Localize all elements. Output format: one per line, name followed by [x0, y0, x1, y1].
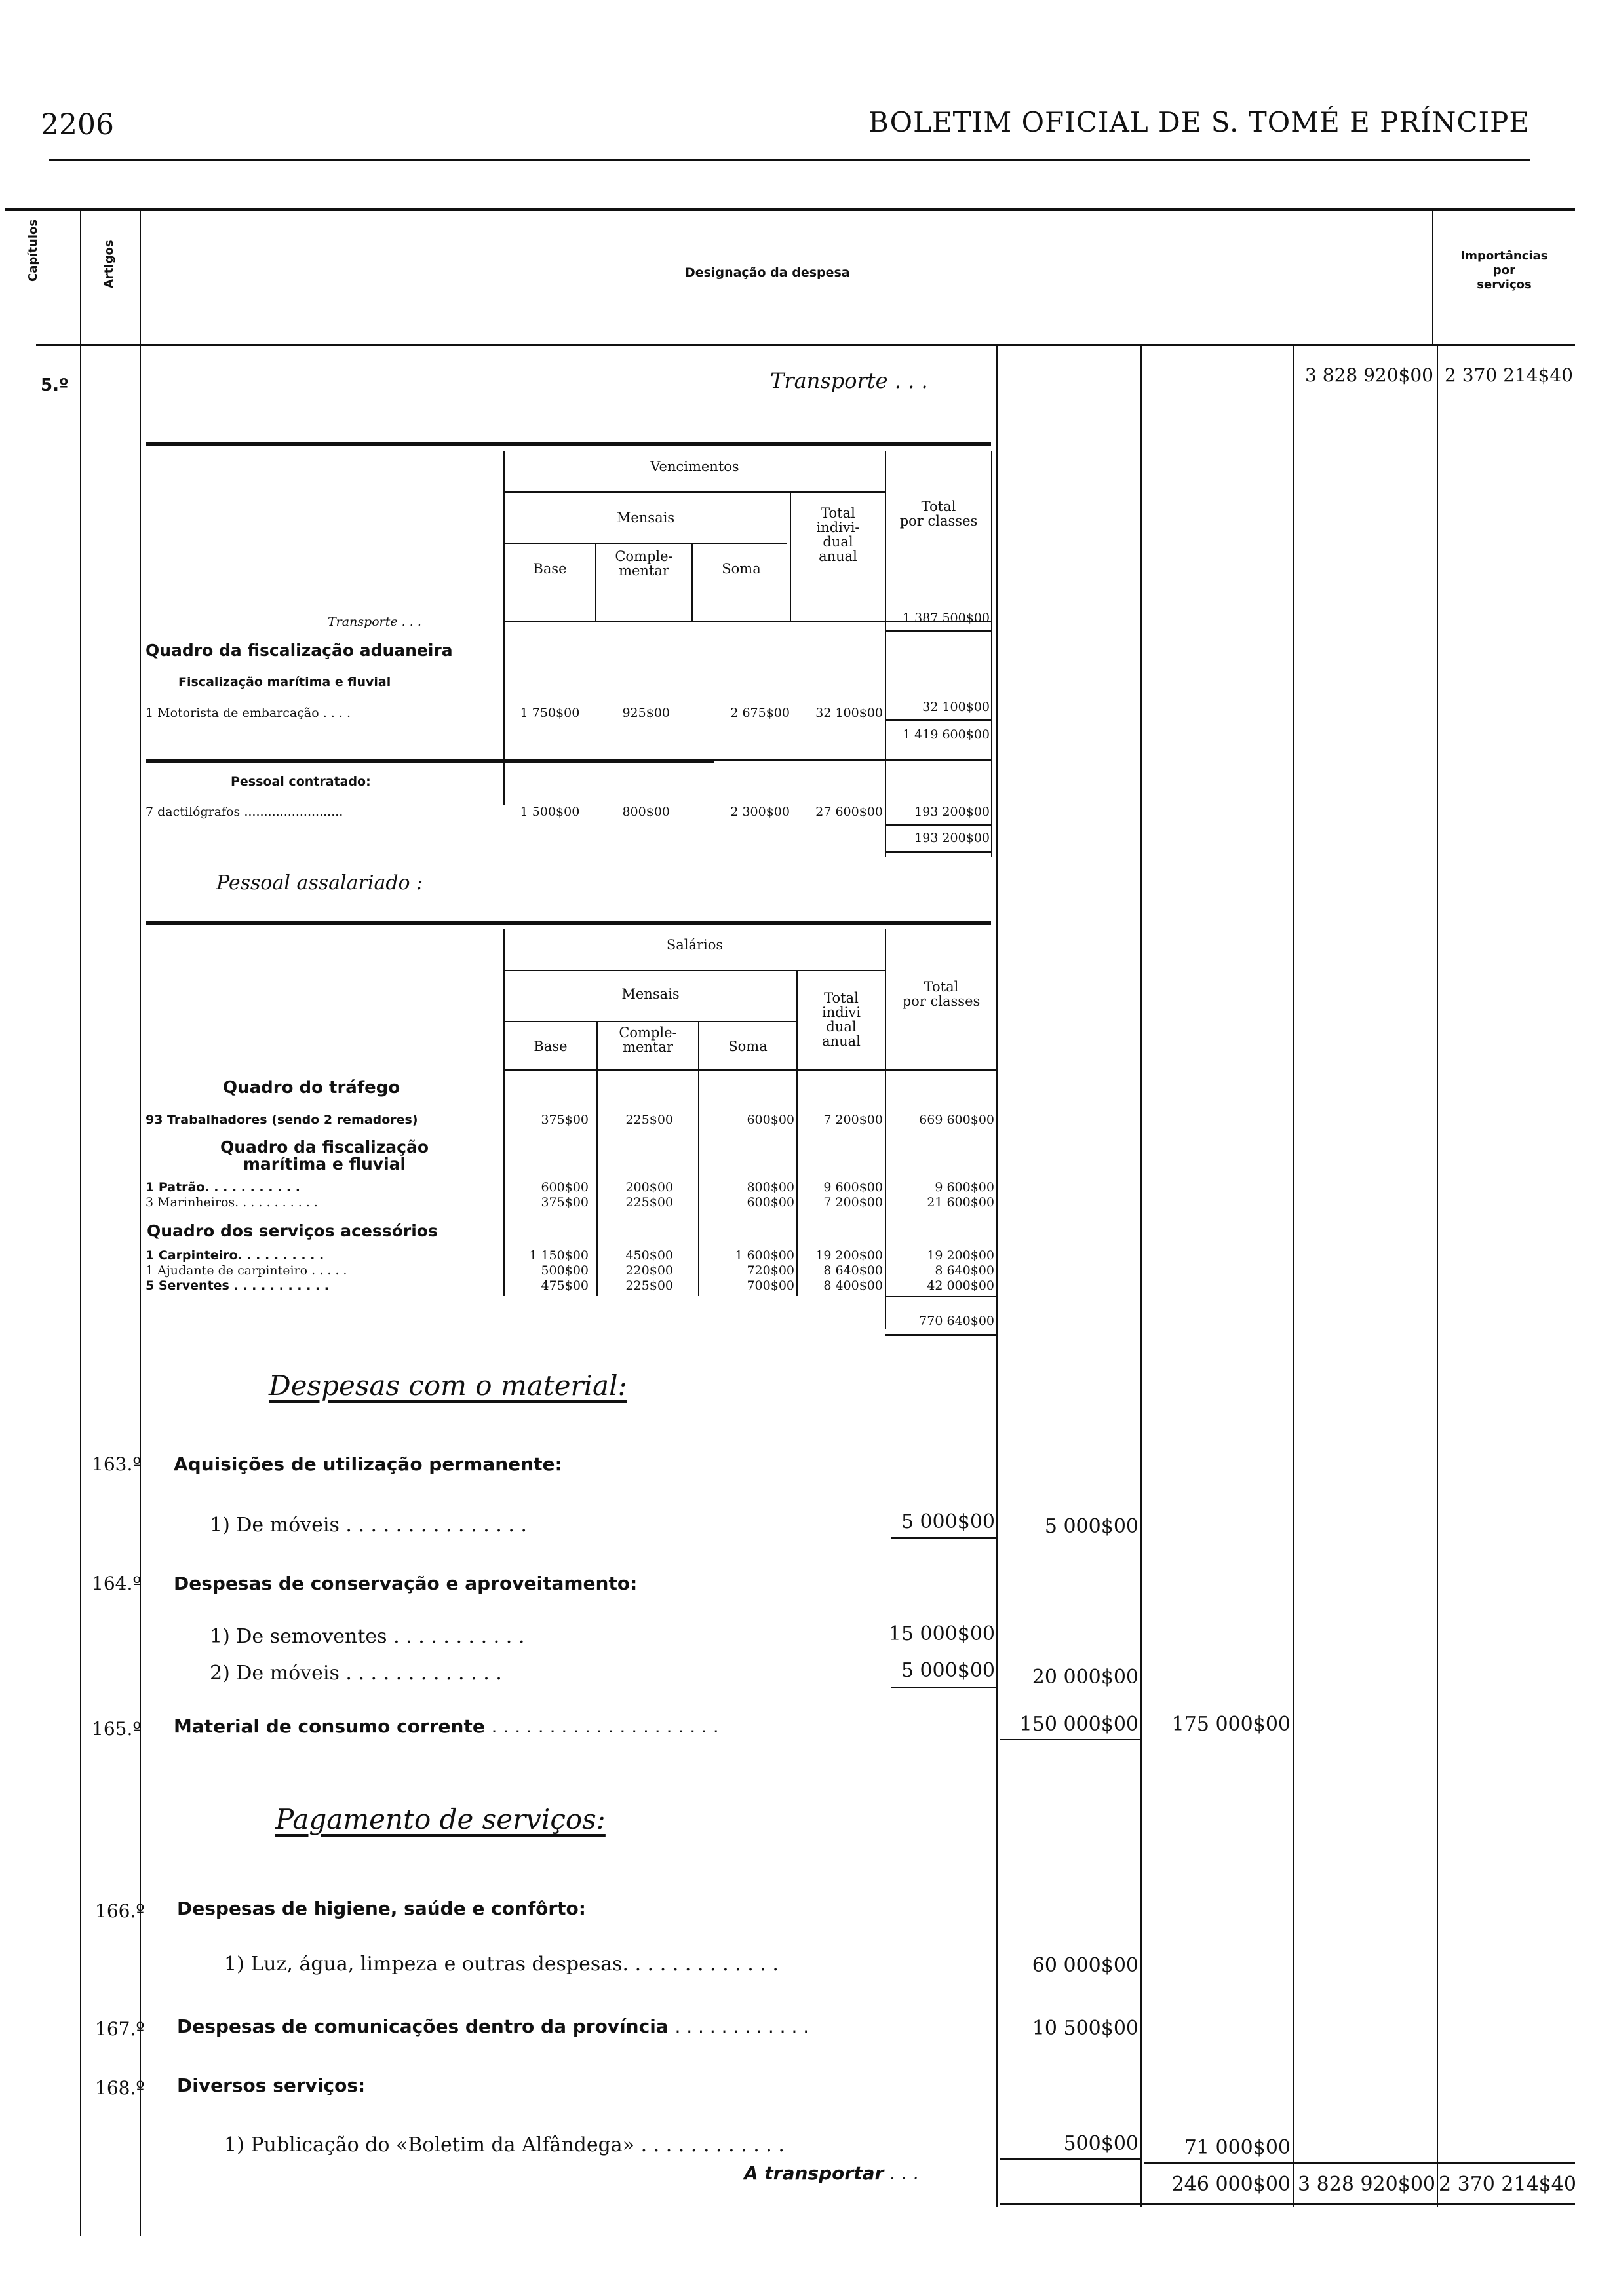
a166-item1: 1) Luz, água, limpeza e outras despesas. . . . . . . . . . . . . [224, 1953, 779, 1976]
sal-top-rule [146, 921, 991, 925]
servicos-total: 71 000$00 [1184, 2136, 1291, 2159]
sal-row-carp-base: 1 150$00 [529, 1248, 589, 1263]
venc-section1: Quadro da fiscalização aduaneira [146, 641, 453, 660]
sal-row-serv-comp: 225$00 [625, 1278, 673, 1293]
a165-rule [1000, 1739, 1140, 1740]
venc-section-divider-b [711, 759, 991, 761]
a167-number: 167.º [95, 2018, 145, 2040]
a165-value: 150 000$00 [1019, 1713, 1138, 1736]
sal-group-label: Salários [666, 937, 724, 953]
col-header-capitulos: Capítulos [26, 219, 40, 282]
venc-row1-rule [885, 719, 991, 721]
header-rule [49, 159, 1530, 161]
venc-transporte-text: Transporte [328, 615, 398, 629]
a165-label: Material de consumo corrente . . . . . . . . . . . . . . . . . . . . [174, 1715, 719, 1737]
a164-number: 164.º [92, 1573, 142, 1594]
sal-total-bottom-rule [885, 1334, 996, 1336]
sal-row-marinheiros-comp: 225$00 [625, 1195, 673, 1210]
venc-rule-group [505, 491, 885, 493]
sal-section-acess: Quadro dos serviços acessórios [147, 1221, 438, 1240]
sal-row-ajud-label: 1 Ajudante de carpinteiro . . . . . [146, 1263, 347, 1278]
a163-item1-value: 5 000$00 [901, 1510, 995, 1533]
material-total: 175 000$00 [1171, 1713, 1291, 1736]
journal-title: BOLETIM OFICIAL DE S. TOMÉ E PRÍNCIPE [868, 106, 1530, 138]
venc-group-label: Vencimentos [650, 459, 739, 474]
sal-row-carp-classes: 19 200$00 [927, 1248, 994, 1263]
servicos-title: Pagamento de serviços: [275, 1803, 606, 1835]
a163-item1: 1) De móveis . . . . . . . . . . . . . . . [210, 1514, 527, 1537]
sal-row-trab-total: 7 200$00 [823, 1113, 883, 1127]
sal-row-serv-classes: 42 000$00 [927, 1278, 994, 1293]
sal-total-rule [885, 1296, 996, 1297]
a168-item1: 1) Publicação do «Boletim da Alfândega» . . . . . . . . . . . . [224, 2133, 785, 2156]
sal-rule-bottom [505, 1069, 996, 1071]
a168-item1-value: 500$00 [1063, 2132, 1138, 2155]
footer-bottom-rule [1000, 2203, 1575, 2205]
a164-item2-rule [891, 1687, 996, 1688]
venc-transporte-rule [885, 630, 991, 632]
sal-section-fisc: Quadro da fiscalização marítima e fluvial [220, 1138, 429, 1174]
a168-item1-rule [1000, 2158, 1140, 2160]
sal-rule-mensais [505, 1021, 796, 1022]
sal-row-marinheiros-soma: 600$00 [747, 1195, 794, 1210]
col-header-artigos: Artigos [102, 240, 116, 288]
venc-row2-comp: 800$00 [622, 805, 670, 819]
venc-row1-total: 32 100$00 [815, 706, 883, 720]
transporte-label: Transporte . . . [770, 368, 928, 393]
sal-row-serv-total: 8 400$00 [823, 1278, 883, 1293]
footer-amount1: 246 000$00 [1171, 2173, 1291, 2196]
a166-item1-value: 60 000$00 [1032, 1954, 1138, 1977]
a168-number: 168.º [95, 2077, 145, 2099]
sal-row-marinheiros-label: 3 Marinheiros. . . . . . . . . . . [146, 1195, 318, 1210]
sal-row-carp-comp: 450$00 [625, 1248, 673, 1263]
sal-comp: Comple- mentar [619, 1025, 677, 1055]
a167-value: 10 500$00 [1032, 2017, 1138, 2040]
col-divider-amounts-c [1293, 346, 1294, 2207]
sal-section-trafego: Quadro do tráfego [223, 1078, 400, 1098]
venc-rule-mensais [505, 543, 787, 544]
a167-label: Despesas de comunicações dentro da província . . . . . . . . . . . . [177, 2016, 809, 2037]
a164-item1-value: 15 000$00 [888, 1622, 995, 1645]
page-number: 2206 [41, 108, 114, 142]
col-divider-importancias [1432, 211, 1433, 345]
sal-total-classes: Total por classes [902, 979, 981, 1009]
a166-label: Despesas de higiene, saúde e confôrto: [177, 1898, 586, 1919]
venc-base: Base [533, 561, 567, 577]
a163-item1-rule [891, 1537, 996, 1539]
a166-number: 166.º [95, 1900, 145, 1922]
a163-number: 163.º [92, 1453, 142, 1475]
col-header-designacao: Designação da despesa [685, 265, 850, 280]
venc-row2-total: 27 600$00 [815, 805, 883, 819]
sal-row-trab-soma: 600$00 [747, 1113, 794, 1127]
footer-amount2: 3 828 920$00 [1298, 2173, 1435, 2196]
a164-item2-text: 2) De móveis [210, 1662, 340, 1685]
importancias-line3: serviços [1477, 278, 1532, 292]
a164-item2: 2) De móveis . . . . . . . . . . . . . [210, 1662, 502, 1685]
sal-row-trab-classes: 669 600$00 [919, 1113, 994, 1127]
sal-row-marinheiros-total: 7 200$00 [823, 1195, 883, 1210]
sal-row-patrao-total: 9 600$00 [823, 1180, 883, 1195]
venc-row1-classes: 32 100$00 [922, 700, 990, 714]
venc-subsection1: Fiscalização marítima e fluvial [178, 675, 391, 689]
venc-comp: Comple- mentar [615, 548, 673, 579]
transporte-amount1: 3 828 920$00 [1305, 364, 1433, 386]
a163-total: 5 000$00 [1044, 1515, 1138, 1538]
venc-section-divider-a [146, 759, 714, 763]
venc-section2: Pessoal contratado: [231, 775, 371, 789]
footer-label: A transportar . . . [744, 2162, 920, 2184]
a164-label: Despesas de conservação e aproveitamento: [174, 1573, 638, 1594]
a168-item1-text: 1) Publicação do «Boletim da Alfândega» [224, 2133, 635, 2156]
col-divider-amounts-d [1437, 346, 1438, 2207]
venc-total-ind: Total indivi- dual anual [816, 505, 860, 564]
sal-rule-group [505, 970, 885, 971]
sal-row-patrao-label: 1 Patrão. . . . . . . . . . . [146, 1180, 300, 1195]
venc-subtotal2: 193 200$00 [914, 831, 990, 845]
col-header-importancias [1435, 249, 1573, 292]
sal-row-patrao-soma: 800$00 [747, 1180, 794, 1195]
venc-row1-comp: 925$00 [622, 706, 670, 720]
sal-row-ajud-soma: 720$00 [747, 1263, 794, 1278]
venc-vline-label [503, 451, 505, 805]
venc-top-rule [146, 442, 991, 446]
a167-text: Despesas de comunicações dentro da província [177, 2016, 669, 2037]
venc-vline-soma [691, 544, 693, 622]
sal-row-marinheiros-text: 3 Marinheiros [146, 1195, 235, 1210]
a164-total: 20 000$00 [1032, 1666, 1138, 1689]
venc-total-classes: Total por classes [899, 499, 978, 529]
venc-transporte: Transporte . . . [328, 615, 421, 629]
footer-amount3: 2 370 214$40 [1439, 2173, 1576, 2196]
sal-row-marinheiros-classes: 21 600$00 [927, 1195, 994, 1210]
sal-vline-right [996, 929, 998, 1329]
sal-soma: Soma [728, 1039, 768, 1054]
venc-row2-rule [885, 824, 991, 826]
a164-item2-value: 5 000$00 [901, 1659, 995, 1682]
sal-row-patrao-comp: 200$00 [625, 1180, 673, 1195]
venc-vline-right [991, 451, 992, 857]
a163-label: Aquisições de utilização permanente: [174, 1453, 562, 1475]
table-top-rule [5, 208, 1575, 211]
sal-base: Base [534, 1039, 568, 1054]
importancias-line1: Importâncias [1460, 249, 1548, 263]
sal-row-trab-base: 375$00 [541, 1113, 589, 1127]
chapter-number: 5.º [41, 375, 69, 395]
importancias-line2: por [1492, 263, 1516, 277]
footer-label-text: A transportar [744, 2162, 884, 2184]
a164-item1: 1) De semoventes . . . . . . . . . . . [210, 1625, 525, 1648]
material-title: Despesas com o material: [269, 1369, 627, 1402]
sal-row-ajud-comp: 220$00 [625, 1263, 673, 1278]
sal-row-ajud-base: 500$00 [541, 1263, 589, 1278]
sal-row-carp-label: 1 Carpinteiro. . . . . . . . . . [146, 1248, 324, 1263]
sal-row-serv-base: 475$00 [541, 1278, 589, 1293]
venc-subtotal1: 1 419 600$00 [903, 727, 990, 742]
a165-number: 165.º [92, 1718, 142, 1740]
sal-row-carp-soma: 1 600$00 [735, 1248, 794, 1263]
venc-row2-classes: 193 200$00 [914, 805, 990, 819]
col-divider-artigos [140, 211, 141, 2236]
sal-row-serv-text: 5 Serventes [146, 1278, 229, 1293]
sal-row-serv-label: 5 Serventes . . . . . . . . . . . [146, 1278, 330, 1293]
col-divider-amounts-b [1140, 346, 1142, 2207]
venc-row1-base: 1 750$00 [520, 706, 580, 720]
sal-row-trab-label: 93 Trabalhadores (sendo 2 remadores) [146, 1113, 418, 1127]
venc-row2-label: 7 dactilógrafos ......................... [146, 805, 343, 819]
sal-total: 770 640$00 [919, 1314, 994, 1328]
a166-item1-text: 1) Luz, água, limpeza e outras despesas [224, 1953, 623, 1976]
venc-subtotal2-rule [885, 851, 991, 853]
sal-row-marinheiros-base: 375$00 [541, 1195, 589, 1210]
venc-soma: Soma [722, 561, 761, 577]
sal-row-trab-comp: 225$00 [625, 1113, 673, 1127]
venc-transporte-value: 1 387 500$00 [903, 611, 990, 625]
footer-rule [1144, 2162, 1575, 2164]
assalariado-title: Pessoal assalariado : [216, 871, 423, 894]
sal-row-ajud-text: 1 Ajudante de carpinteiro [146, 1263, 308, 1278]
venc-mensais: Mensais [616, 510, 675, 526]
sal-row-ajud-classes: 8 640$00 [935, 1263, 994, 1278]
sal-row-patrao-classes: 9 600$00 [935, 1180, 994, 1195]
venc-row2-text: 7 dactilógrafos [146, 805, 241, 819]
sal-row-carp-text: 1 Carpinteiro [146, 1248, 238, 1263]
sal-total-ind: Total indivi dual anual [822, 990, 861, 1049]
venc-row2-base: 1 500$00 [520, 805, 580, 819]
a165-text: Material de consumo corrente [174, 1715, 485, 1737]
a164-item1-text: 1) De semoventes [210, 1625, 387, 1648]
sal-row-ajud-total: 8 640$00 [823, 1263, 883, 1278]
transporte-text: Transporte [770, 368, 888, 393]
a168-label: Diversos serviços: [177, 2075, 366, 2096]
sal-mensais: Mensais [621, 986, 680, 1002]
venc-row1-soma: 2 675$00 [730, 706, 790, 720]
venc-row1-label: 1 Motorista de embarcação . . . . [146, 706, 351, 720]
transporte-amount2: 2 370 214$40 [1445, 364, 1573, 386]
sal-row-patrao-text: 1 Patrão [146, 1180, 205, 1195]
venc-row1-text: 1 Motorista de embarcação [146, 706, 319, 720]
sal-row-patrao-base: 600$00 [541, 1180, 589, 1195]
sal-row-carp-total: 19 200$00 [815, 1248, 883, 1263]
col-divider-capitulos [80, 211, 81, 2236]
a163-item1-text: 1) De móveis [210, 1514, 340, 1537]
column-header-rule [36, 344, 1575, 346]
venc-row2-soma: 2 300$00 [730, 805, 790, 819]
sal-row-serv-soma: 700$00 [747, 1278, 794, 1293]
